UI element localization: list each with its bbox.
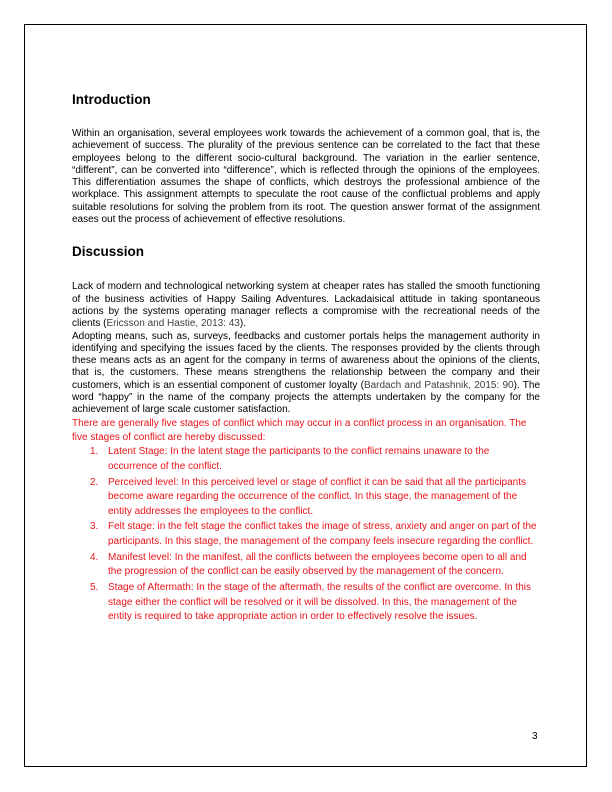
list-item-text: Felt stage: in the felt stage the conflict takes the image of stress, anxiety and anger on part of the participants. In this stage, the management of the company feels insecure regarding the conflict. [108, 521, 537, 547]
page-number: 3 [532, 731, 538, 742]
list-item-text: Manifest level: In the manifest, all the conflicts between the employees become open to all and the progression of the conflict can be easily observed by the management of the concern. [108, 551, 527, 578]
stages-list [72, 445, 540, 624]
introduction-paragraph: Within an organisation, several employees work towards the achievement of a common goal, that is, the achievement of success. The plurality of the previous sentence can be correlated to the fact that these employees belong to the different socio-cultural background. The variation in the earlier sentence, “different”, can be converted into “difference”, which is reflected through the opinions of the employees. This differentiation assumes the shape of conflicts, which destroys the professional ambience of the workplace. This assignment attempts to speculate the root cause of the conflictual problems and apply suitable resolutions for solving the problem from its root. The question answer format of the assignment eases out the process of achievement of effective resolutions. [72, 128, 540, 226]
discussion-paragraph-2 [72, 331, 540, 417]
list-number: 5. [90, 582, 99, 594]
list-item [72, 445, 540, 474]
paragraph-text-end: ). The word “happy” in the name of the company projects the attempts undertaken by the company for the achievement of large scale customer satisfaction. [72, 379, 541, 416]
introduction-heading: Introduction [72, 92, 151, 107]
paragraph-text: Adopting means, such as, surveys, feedbacks and customer portals helps the management authority in identifying and specifying the issues faced by the clients. The responses provided by the clients through these means acts as an agent for the company in terms of awareness about the opinions of the clients, that is, the customers. These means strengthens the relationship between the company and their customers, which is an essential component of customer loyalty ( [72, 330, 540, 391]
list-item [72, 520, 540, 549]
list-item [72, 581, 540, 624]
document-body [72, 92, 540, 626]
discussion-paragraph-1 [72, 281, 540, 330]
list-item [72, 476, 540, 519]
list-item-text: Latent Stage: In the latent stage the participants to the conflict remains unaware to the occurrence of the conflict. [108, 446, 490, 472]
stages-intro: There are generally five stages of conflict which may occur in a conflict process in an organisation. The five stages of conflict are hereby discussed: [72, 417, 527, 444]
paragraph-text: Lack of modern and technological networking system at cheaper rates has stalled the smooth functioning of the business activities of Happy Sailing Adventures. Lackadaisical attitude in taking spontaneous actions by the systems operating manager reflects a compromise with the recreational needs of the clients ( [72, 281, 540, 330]
list-item-text: Perceived level: In this perceived level or stage of conflict it can be said that all the participants become aware regarding the occurrence of the conflict. In this stage, the management of the entity addresses the employees to the conflict. [108, 476, 527, 517]
list-number: 1. [90, 446, 99, 458]
list-number: 3. [90, 521, 99, 533]
citation: Ericsson and Hastie, 2013: 43 [106, 318, 240, 330]
discussion-heading: Discussion [72, 244, 145, 260]
list-item [72, 551, 540, 580]
citation: Bardach and Patashnik, 2015: 90 [363, 379, 514, 391]
list-number: 4. [90, 551, 99, 563]
list-number: 2. [90, 476, 99, 488]
list-item-text: Stage of Aftermath: In the stage of the aftermath, the results of the conflict are overcome. In this stage either the conflict will be resolved or it will be dissolved. In this, the management of the entity is required to take appropriate action in order to effectively resolve the issues. [108, 582, 532, 622]
paragraph-text-end: ). [239, 318, 246, 330]
